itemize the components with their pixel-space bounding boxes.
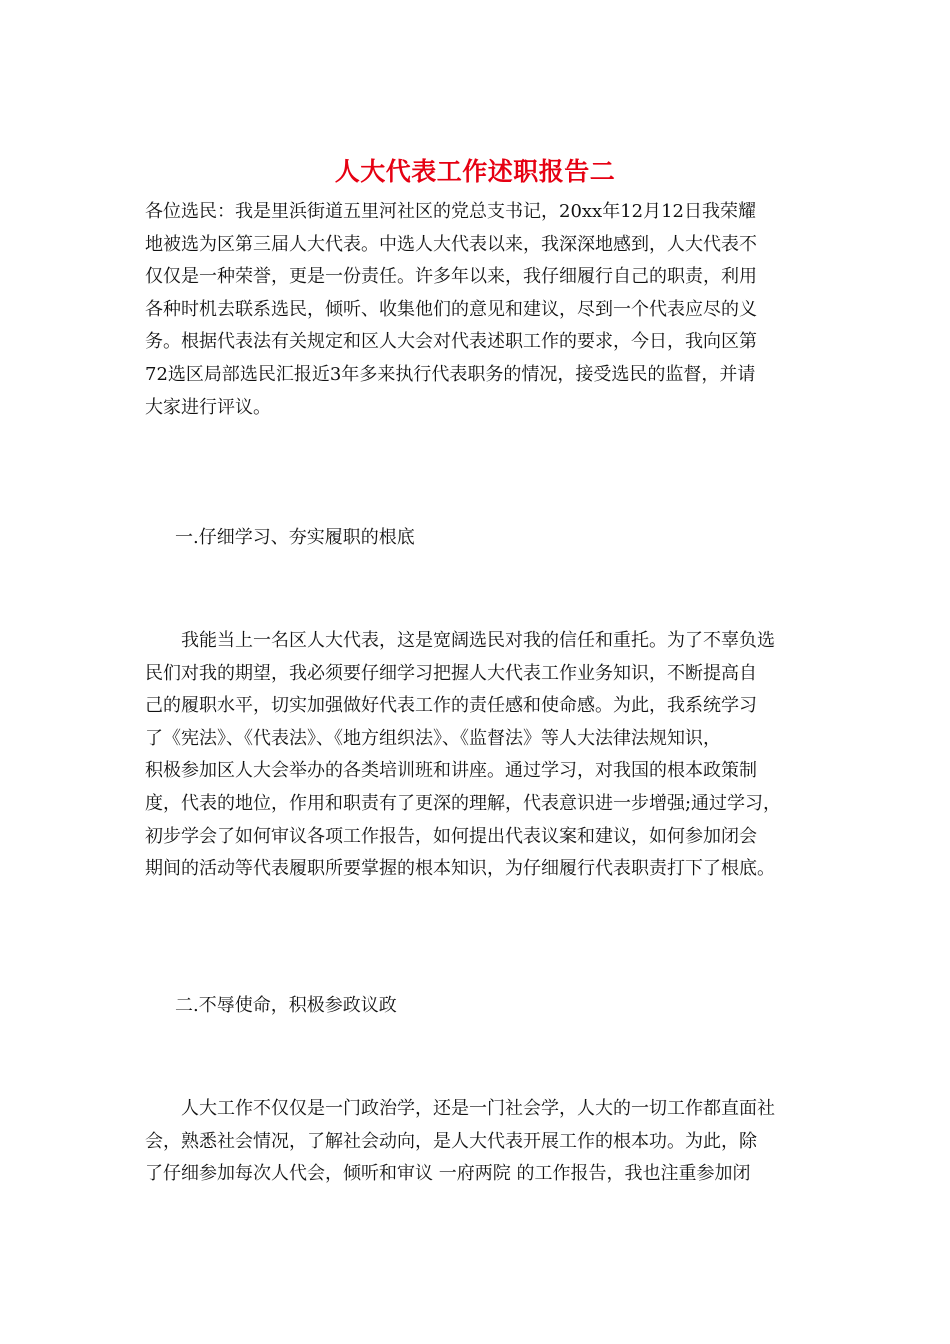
- text-line: 了仔细参加每次人代会，倾听和审议 一府两院 的工作报告，我也注重参加闭: [145, 1163, 751, 1185]
- section-heading: 一.仔细学习、夯实履职的根底: [175, 527, 415, 548]
- text-line: 地被选为区第三届人大代表。中选人大代表以来，我深深地感到，人大代表不: [145, 233, 757, 255]
- text-line: 72选区局部选民汇报近3年多来执行代表职务的情况，接受选民的监督，并请: [145, 363, 756, 385]
- text-line: 各种时机去联系选民，倾听、收集他们的意见和建议，尽到一个代表应尽的义: [145, 298, 757, 320]
- text-line: 会，熟悉社会情况，了解社会动向，是人大代表开展工作的根本功。为此，除: [145, 1130, 757, 1152]
- text-line: 人大工作不仅仅是一门政治学，还是一门社会学，人大的一切工作都直面社: [145, 1098, 775, 1119]
- document-title: 人大代表工作述职报告二: [334, 157, 616, 186]
- text-line: 仅仅是一种荣誉，更是一份责任。许多年以来，我仔细履行自己的职责，利用: [145, 266, 757, 288]
- section2-paragraph: [145, 1093, 805, 1191]
- text-line: 大家进行评议。: [145, 396, 271, 418]
- text-line: 期间的活动等代表履职所要掌握的根本知识，为仔细履行代表职责打下了根底。: [145, 858, 775, 880]
- section-heading: 二.不辱使命，积极参政议政: [175, 995, 397, 1016]
- intro-paragraph: [145, 196, 805, 424]
- text-line: 己的履职水平，切实加强做好代表工作的责任感和使命感。为此，我系统学习: [145, 695, 757, 717]
- text-line: 我能当上一名区人大代表，这是宽阔选民对我的信任和重托。为了不辜负选: [145, 630, 775, 651]
- text-line: 了《宪法》、《代表法》、《地方组织法》、《监督法》等人大法律法规知识，: [145, 727, 721, 749]
- text-line: 初步学会了如何审议各项工作报告，如何提出代表议案和建议，如何参加闭会: [145, 825, 757, 847]
- text-line: 务。根据代表法有关规定和区人大会对代表述职工作的要求，今日，我向区第: [145, 331, 757, 353]
- text-line: 各位选民：我是里浜街道五里河社区的党总支书记，20xx年12月12日我荣耀: [145, 201, 757, 222]
- text-line: 度，代表的地位，作用和职责有了更深的理解，代表意识进一步增强;通过学习，: [145, 792, 782, 814]
- section1-paragraph: [145, 625, 805, 886]
- text-line: 积极参加区人大会举办的各类培训班和讲座。通过学习，对我国的根本政策制: [145, 760, 757, 782]
- text-line: 民们对我的期望，我必须要仔细学习把握人大代表工作业务知识，不断提高自: [145, 662, 757, 684]
